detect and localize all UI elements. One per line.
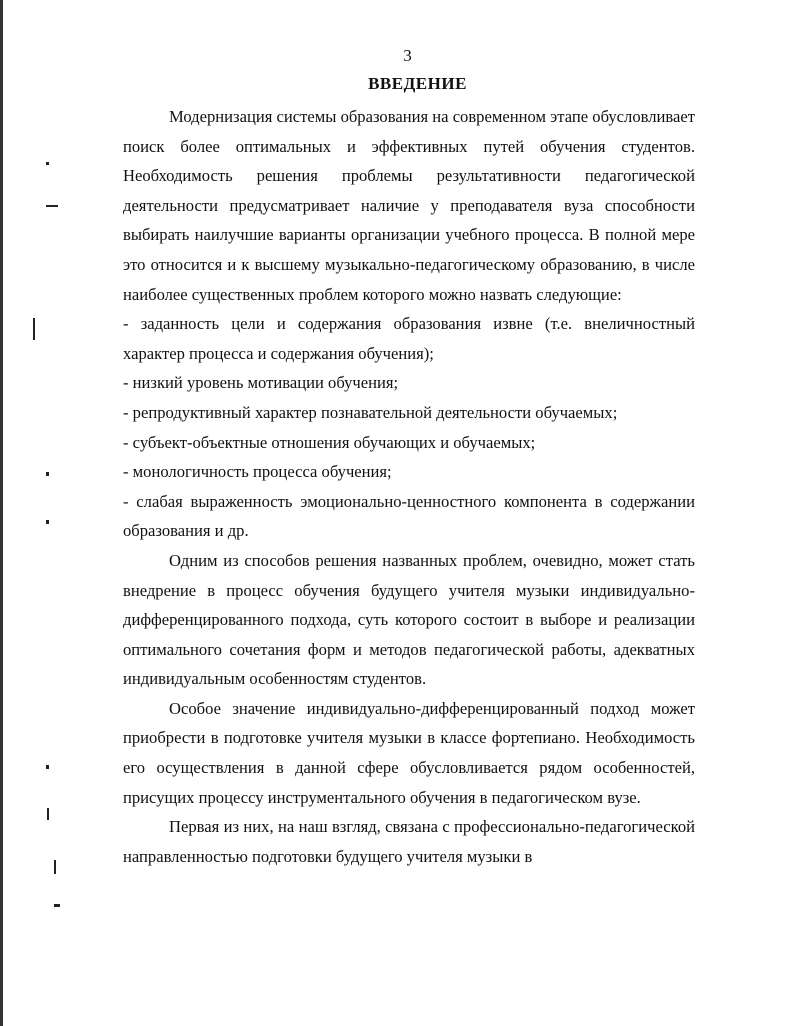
page-number: 3 (403, 46, 412, 65)
list-item: - монологичность процесса обучения; (123, 462, 392, 482)
page-title: ВВЕДЕНИЕ (368, 74, 467, 93)
scan-speck (46, 765, 49, 769)
scan-speck (46, 472, 49, 476)
scan-speck (47, 808, 49, 820)
list-item: - заданность цели и содержания образования извне (т.е. внеличностный характер процесса и содержания обучения); (123, 314, 695, 363)
list-item: - репродуктивный характер познавательной деятельности обучаемых; (123, 402, 618, 422)
list-item: - низкий уровень мотивации обучения; (123, 373, 399, 393)
scan-speck (46, 162, 49, 165)
list-item: - субъект-объектные отношения обучающих и обучаемых; (123, 432, 536, 452)
paragraph-intro: Модернизация системы образования на современном этапе обусловливает поиск более оптимальных и эффективных путей обучения студентов. Необходимость решения проблемы результативности педагогической деятельности предусматривает наличие у преподавателя вуза способности выбирать наилучшие варианты организации учебного процесса. В полной мере это относится и к высшему музыкально-педагогическому образованию, в числе наиболее существенных проблем которого можно назвать следующие: (123, 107, 695, 304)
document-body (123, 102, 695, 871)
paragraph-first: Первая из них, на наш взгляд, связана с профессионально-педагогической направленностью подготовки будущего учителя музыки в (123, 817, 695, 866)
scan-speck (54, 904, 60, 907)
paragraph-piano: Особое значение индивидуально-дифференцированный подход может приобрести в подготовке учителя музыки в классе фортепиано. Необходимость его осуществления в данной сфере обусловливается рядом особенностей, присущих процессу инструментального обучения в педагогическом вузе. (123, 698, 695, 807)
scan-speck (33, 318, 35, 340)
paragraph-methods: Одним из способов решения названных проблем, очевидно, может стать внедрение в процесс обучения будущего учителя музыки индивидуально-дифференцированного подхода, суть которого состоит в выборе и реализации оптимального сочетания форм и методов педагогической работы, адекватных индивидуальным особенностям студентов. (123, 550, 695, 689)
scan-speck (46, 520, 49, 524)
scan-left-edge (0, 0, 3, 1026)
list-item: - слабая выраженность эмоционально-ценностного компонента в содержании образования и др. (123, 491, 695, 541)
scan-speck (46, 205, 58, 207)
scan-speck (54, 860, 56, 874)
